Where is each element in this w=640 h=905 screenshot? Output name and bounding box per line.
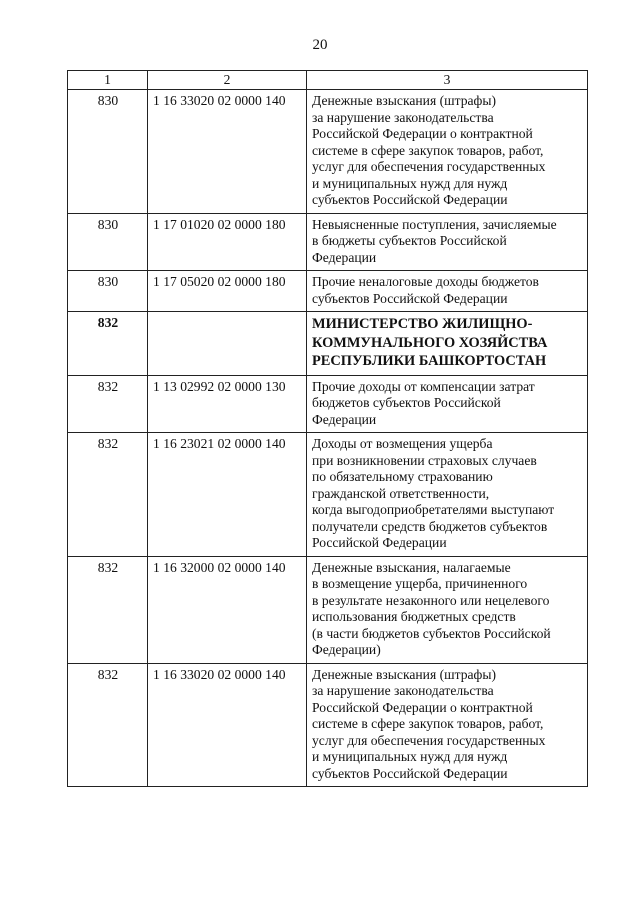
budget-code-cell: 1 17 01020 02 0000 180 bbox=[148, 213, 307, 271]
name-line: субъектов Российской Федерации bbox=[312, 290, 508, 306]
name-line: за нарушение законодательства bbox=[312, 683, 494, 698]
income-name-cell bbox=[307, 213, 588, 271]
income-name-cell bbox=[307, 90, 588, 214]
budget-code-cell: 1 16 32000 02 0000 140 bbox=[148, 556, 307, 663]
name-line: Денежные взыскания (штрафы) bbox=[312, 666, 497, 682]
budget-code-cell bbox=[148, 312, 307, 376]
name-line: использования бюджетных средств bbox=[312, 609, 516, 624]
admin-code-cell: 830 bbox=[68, 213, 148, 271]
income-name-cell bbox=[307, 556, 588, 663]
budget-code-cell: 1 16 23021 02 0000 140 bbox=[148, 433, 307, 557]
name-line: Федерации) bbox=[312, 642, 381, 657]
ministry-name-cell bbox=[307, 312, 588, 376]
table-body bbox=[68, 90, 588, 787]
admin-code-cell: 832 bbox=[68, 312, 148, 376]
header-col-3: 3 bbox=[307, 71, 588, 90]
name-line: Прочие неналоговые доходы бюджетов bbox=[312, 274, 539, 289]
header-col-1: 1 bbox=[68, 71, 148, 90]
table-row bbox=[68, 271, 588, 312]
name-line: получатели средств бюджетов субъектов bbox=[312, 518, 548, 534]
admin-code-cell: 832 bbox=[68, 375, 148, 433]
name-line: Российской Федерации о контрактной bbox=[312, 699, 533, 715]
name-line: РЕСПУБЛИКИ БАШКОРТОСТАН bbox=[312, 353, 547, 369]
name-line: МИНИСТЕРСТВО ЖИЛИЩНО- bbox=[312, 316, 533, 332]
income-name-cell bbox=[307, 271, 588, 312]
table-row bbox=[68, 556, 588, 663]
budget-code-cell: 1 17 05020 02 0000 180 bbox=[148, 271, 307, 312]
name-line: субъектов Российской Федерации bbox=[312, 765, 508, 781]
name-line: системе в сфере закупок товаров, работ, bbox=[312, 716, 544, 731]
name-line: в результате незаконного или нецелевого bbox=[312, 592, 550, 608]
name-line: КОММУНАЛЬНОГО ХОЗЯЙСТВА bbox=[312, 334, 548, 351]
name-line: субъектов Российской Федерации bbox=[312, 192, 508, 207]
ministry-heading-row bbox=[68, 312, 588, 376]
admin-code-cell: 832 bbox=[68, 556, 148, 663]
name-line: Российской Федерации о контрактной bbox=[312, 126, 533, 141]
name-line: за нарушение законодательства bbox=[312, 109, 494, 125]
name-line: бюджетов субъектов Российской bbox=[312, 395, 501, 410]
name-line: при возникновении страховых случаев bbox=[312, 452, 537, 468]
name-line: Российской Федерации bbox=[312, 535, 447, 550]
budget-code-cell: 1 13 02992 02 0000 130 bbox=[148, 375, 307, 433]
budget-code-cell: 1 16 33020 02 0000 140 bbox=[148, 90, 307, 214]
name-line: в возмещение ущерба, причиненного bbox=[312, 576, 528, 591]
name-line: Прочие доходы от компенсации затрат bbox=[312, 378, 535, 394]
name-line: гражданской ответственности, bbox=[312, 485, 490, 501]
name-line: системе в сфере закупок товаров, работ, bbox=[312, 142, 544, 158]
table-row bbox=[68, 90, 588, 214]
name-line: Денежные взыскания, налагаемые bbox=[312, 559, 511, 575]
table-row bbox=[68, 433, 588, 557]
name-line: Федерации bbox=[312, 411, 377, 427]
table-row bbox=[68, 663, 588, 787]
header-row bbox=[68, 71, 588, 90]
admin-code-cell: 830 bbox=[68, 90, 148, 214]
income-name-cell bbox=[307, 663, 588, 787]
name-line: и муниципальных нужд для нужд bbox=[312, 749, 508, 764]
budget-classification-table bbox=[67, 70, 588, 787]
admin-code-cell: 832 bbox=[68, 663, 148, 787]
name-line: когда выгодоприобретателями выступают bbox=[312, 502, 555, 517]
income-name-cell bbox=[307, 375, 588, 433]
table-header bbox=[68, 71, 588, 90]
name-line: Федерации bbox=[312, 249, 377, 265]
budget-code-cell: 1 16 33020 02 0000 140 bbox=[148, 663, 307, 787]
table-row bbox=[68, 213, 588, 271]
name-line: услуг для обеспечения государственных bbox=[312, 732, 546, 748]
name-line: и муниципальных нужд для нужд bbox=[312, 175, 508, 191]
admin-code-cell: 832 bbox=[68, 433, 148, 557]
name-line: Доходы от возмещения ущерба bbox=[312, 436, 493, 451]
name-line: (в части бюджетов субъектов Российской bbox=[312, 625, 551, 641]
name-line: Невыясненные поступления, зачисляемые bbox=[312, 216, 557, 232]
name-line: Денежные взыскания (штрафы) bbox=[312, 93, 497, 108]
header-col-2: 2 bbox=[148, 71, 307, 90]
name-line: по обязательному страхованию bbox=[312, 469, 493, 484]
page-number: 20 bbox=[312, 37, 328, 53]
income-name-cell bbox=[307, 433, 588, 557]
table-row bbox=[68, 375, 588, 433]
name-line: услуг для обеспечения государственных bbox=[312, 159, 546, 174]
admin-code-cell: 830 bbox=[68, 271, 148, 312]
name-line: в бюджеты субъектов Российской bbox=[312, 233, 507, 248]
